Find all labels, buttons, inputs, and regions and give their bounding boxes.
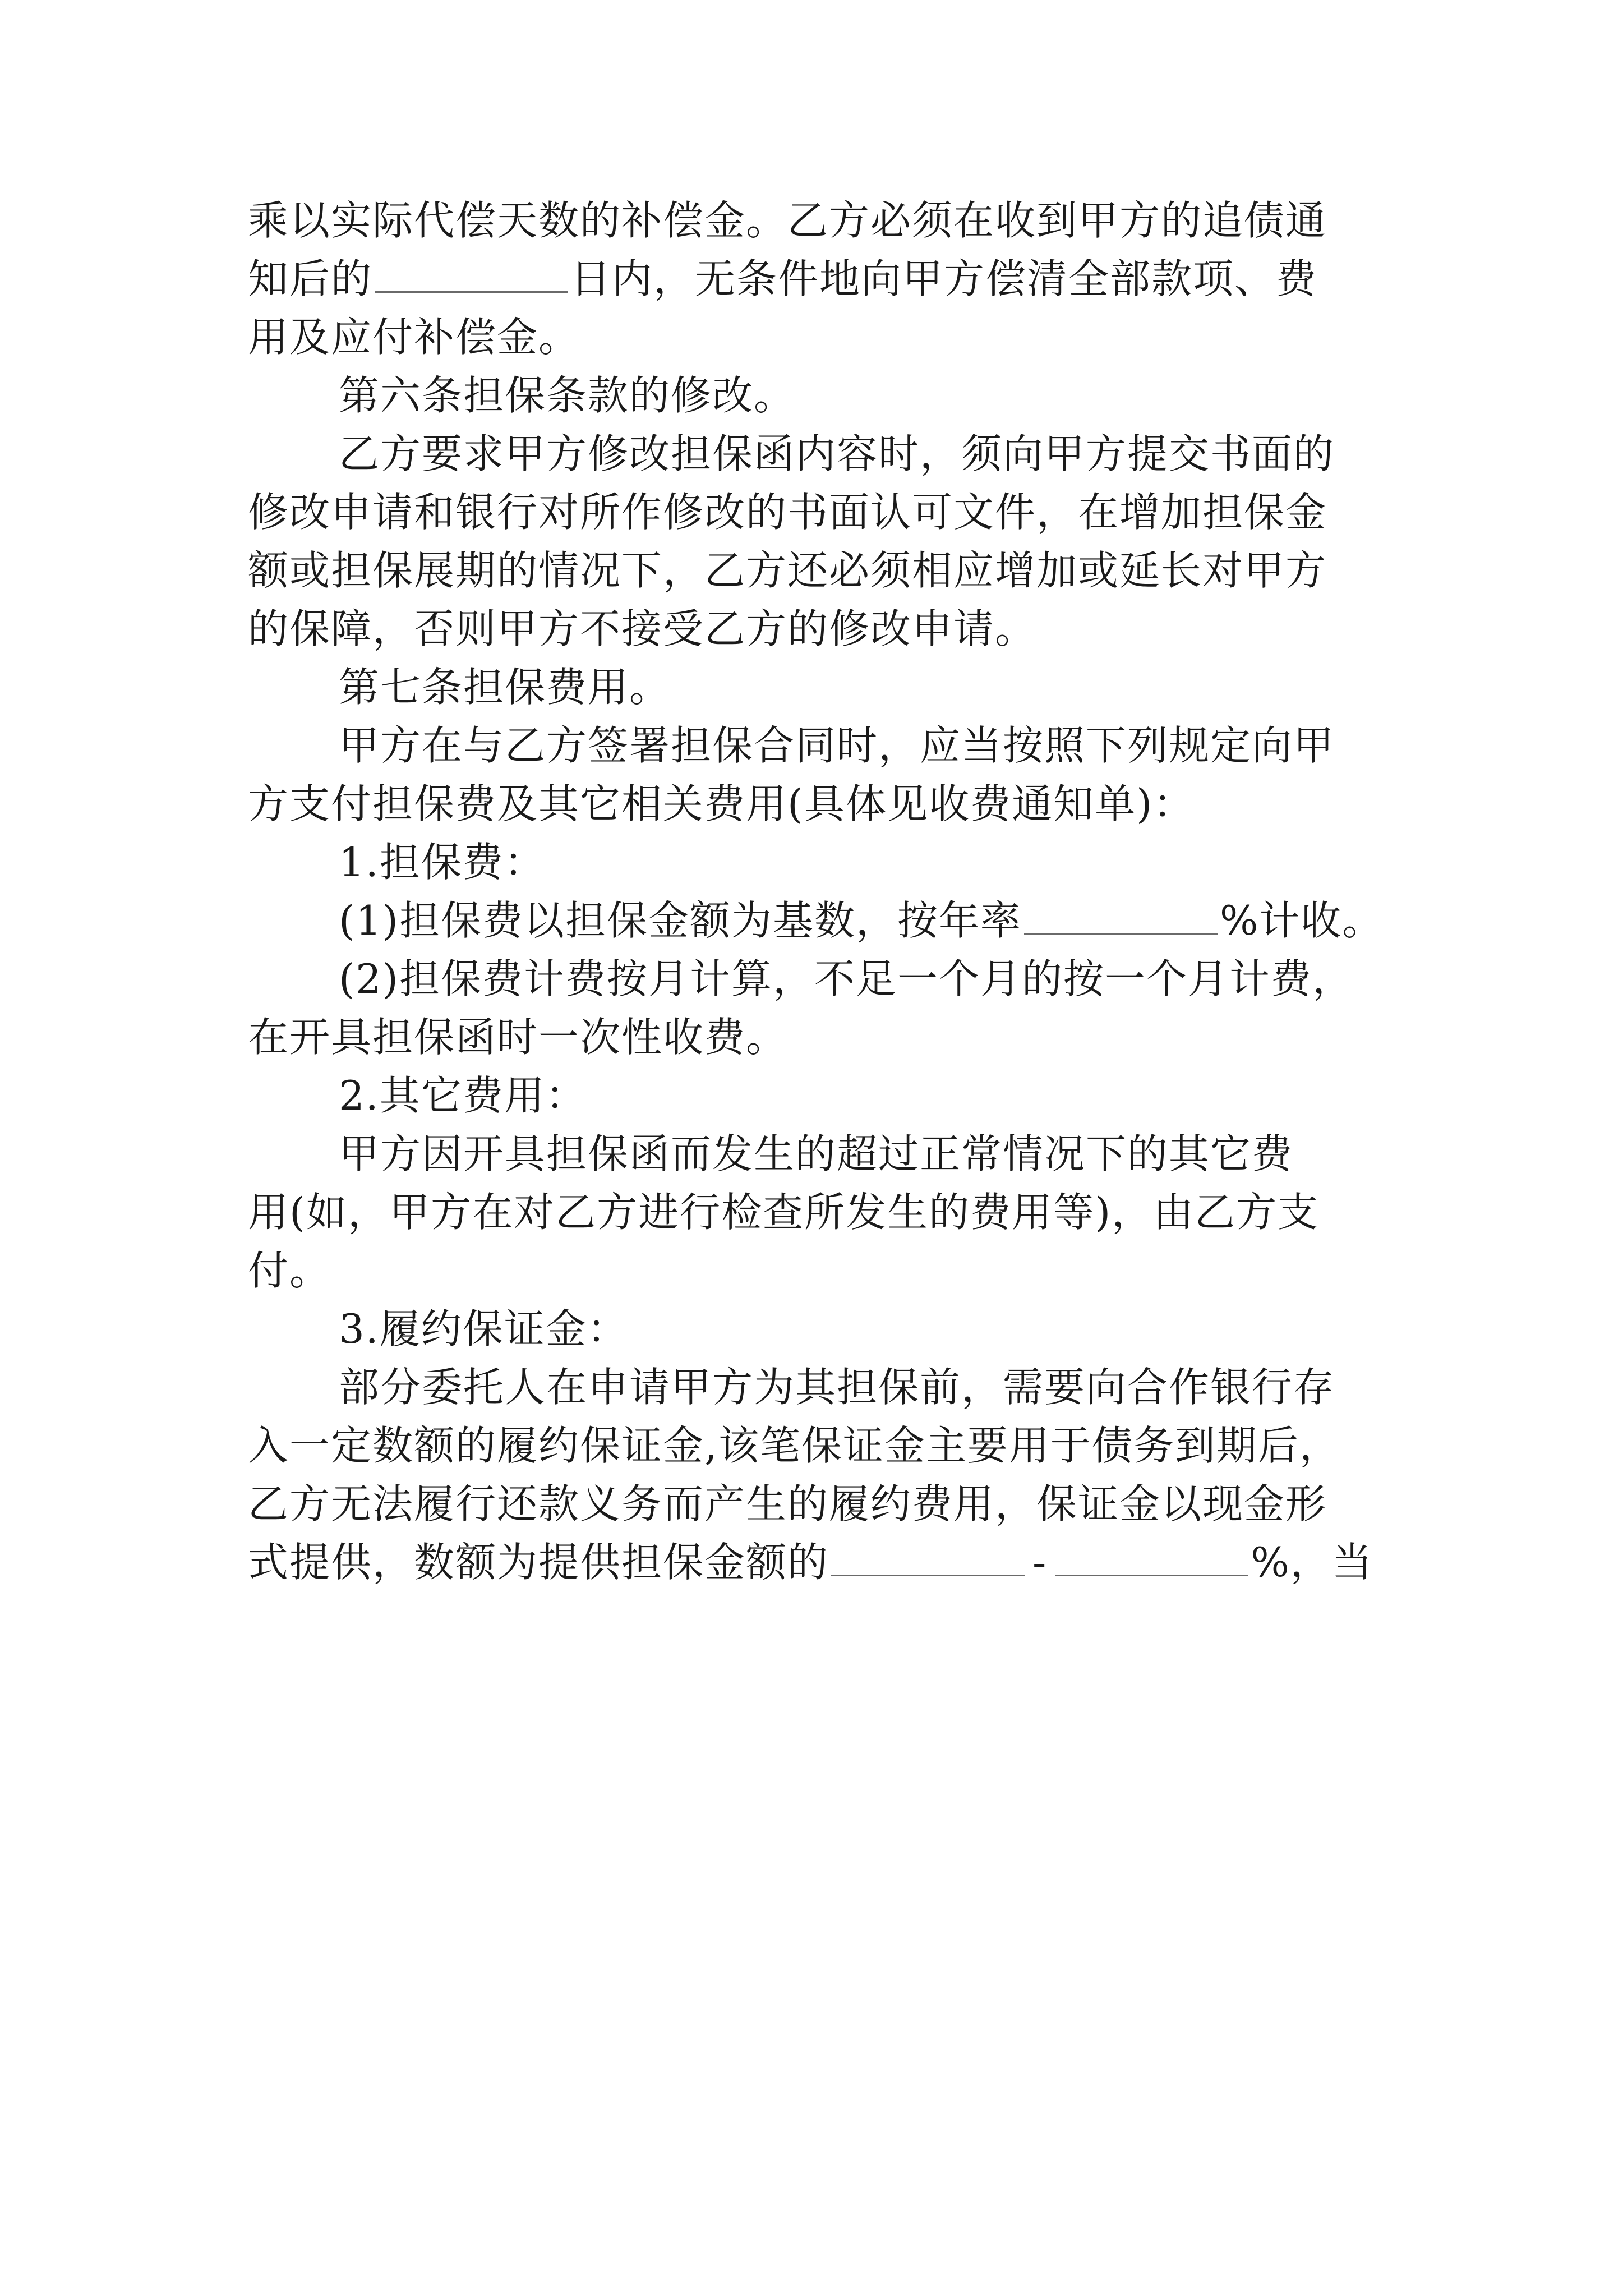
line-text: 入一定数额的履约保证金,该笔保证金主要用于债务到期后， (248, 1422, 1341, 1469)
line-text: 方支付担保费及其它相关费用(具体见收费通知单)： (248, 780, 1195, 827)
line-text: 乙方无法履行还款义务而产生的履约费用，保证金以现金形 (248, 1480, 1327, 1527)
paragraph-line (339, 1131, 1293, 1177)
line-text: 1.担保费： (339, 839, 546, 886)
article-heading (339, 664, 671, 710)
paragraph-line (248, 1248, 331, 1294)
paragraph-line (248, 489, 1327, 535)
line-text: 的保障，否则甲方不接受乙方的修改申请。 (248, 605, 1037, 652)
item-heading (339, 1073, 587, 1119)
paragraph-line (339, 723, 1335, 769)
line-text: 日内，无条件地向甲方偿清全部款项、费 (570, 255, 1318, 302)
line-text: 修改申请和银行对所作修改的书面认可文件，在增加担保金 (248, 489, 1327, 536)
paragraph-line (248, 1423, 1341, 1469)
paragraph-line (248, 314, 580, 360)
paragraph-line (248, 1014, 787, 1060)
fill-in-blank (375, 257, 568, 293)
paragraph-line (248, 781, 1195, 827)
line-text: 知后的 (248, 255, 373, 302)
line-text: 甲方在与乙方签署担保合同时，应当按照下列规定向甲 (339, 722, 1335, 769)
item-heading (339, 1306, 629, 1352)
paragraph-line (248, 1539, 1373, 1585)
line-text: 第七条担保费用。 (339, 664, 671, 711)
line-text: (1)担保费以担保金额为基数，按年率 (339, 897, 1022, 944)
fill-in-blank (1055, 1541, 1248, 1576)
paragraph-line (339, 956, 1354, 1002)
paragraph-line (248, 547, 1327, 593)
paragraph-line (248, 1481, 1327, 1527)
paragraph-line (248, 606, 1036, 652)
line-text: %，当 (1251, 1539, 1373, 1586)
paragraph-line (248, 1189, 1319, 1235)
line-text: 额或担保展期的情况下，乙方还必须相应增加或延长对甲方 (248, 547, 1327, 594)
line-text: (2)担保费计费按月计算，不足一个月的按一个月计费， (339, 955, 1354, 1002)
line-text: 式提供，数额为提供担保金额的 (248, 1539, 829, 1586)
paragraph-line (339, 1364, 1335, 1410)
line-text: 2.其它费用： (339, 1072, 587, 1119)
line-text: 第六条担保条款的修改。 (339, 372, 796, 419)
paragraph-line (339, 898, 1384, 944)
range-dash: - (1032, 1539, 1048, 1586)
fill-in-blank (831, 1541, 1025, 1576)
line-text: 付。 (248, 1247, 331, 1294)
paragraph-line (339, 431, 1335, 477)
line-text: %计收。 (1220, 897, 1384, 944)
paragraph-line (248, 197, 1327, 243)
line-text: 甲方因开具担保函而发生的超过正常情况下的其它费 (339, 1130, 1294, 1177)
line-text: 在开具担保函时一次性收费。 (248, 1014, 788, 1061)
line-text: 用(如，甲方在对乙方进行检查所发生的费用等)，由乙方支 (248, 1189, 1320, 1236)
line-text: 乘以实际代偿天数的补偿金。乙方必须在收到甲方的追债通 (248, 197, 1327, 244)
paragraph-line (248, 256, 1317, 302)
article-heading (339, 372, 795, 418)
item-heading (339, 839, 546, 885)
line-text: 3.履约保证金： (339, 1305, 629, 1352)
line-text: 部分委托人在申请甲方为其担保前，需要向合作银行存 (339, 1364, 1335, 1411)
fill-in-blank (1024, 899, 1218, 935)
line-text: 用及应付补偿金。 (248, 314, 580, 361)
line-text: 乙方要求甲方修改担保函内容时，须向甲方提交书面的 (339, 430, 1335, 477)
